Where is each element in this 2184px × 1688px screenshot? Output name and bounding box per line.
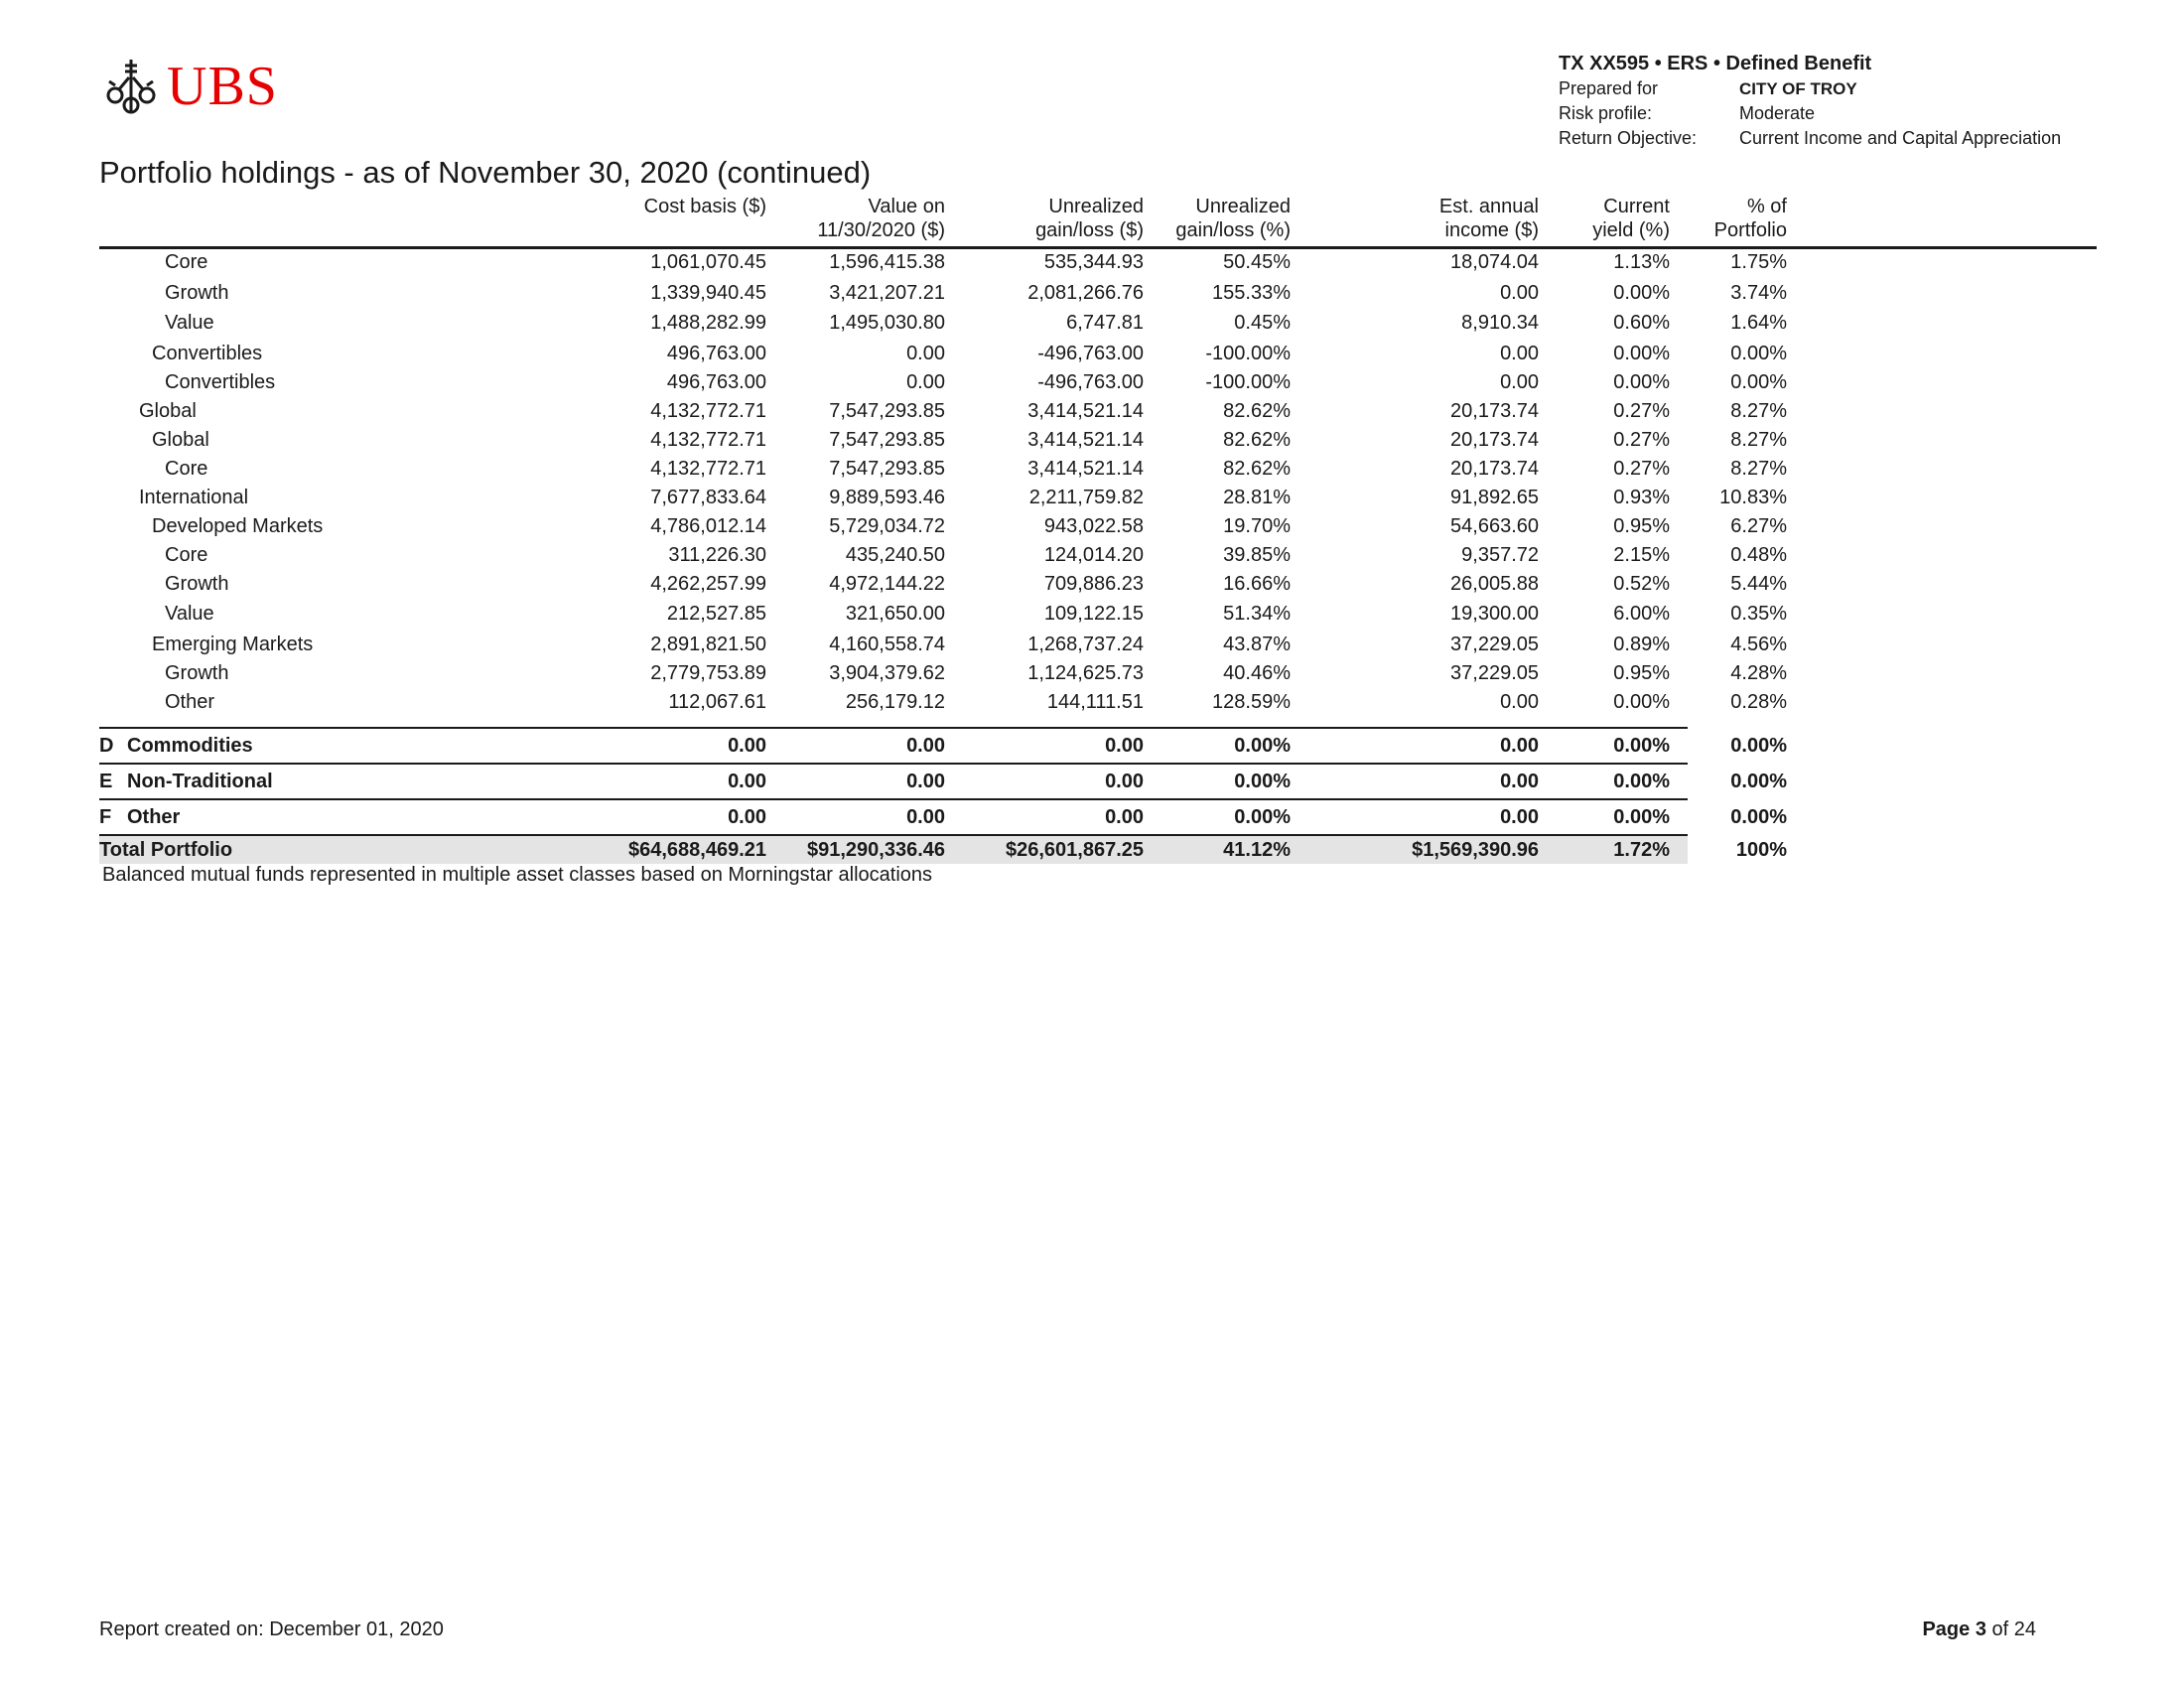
table-cell: 43.87% [1223,633,1291,655]
row-label: Global [139,400,197,422]
column-header: % of Portfolio [1713,196,1787,241]
table-cell: 0.00 [906,343,945,364]
table-cell: 3,414,521.14 [1027,458,1144,480]
table-cell: 256,179.12 [845,691,945,713]
table-cell: 51.34% [1223,603,1291,625]
table-cell: 1.13% [1613,251,1670,273]
row-label: Growth [165,573,229,595]
table-cell: $64,688,469.21 [627,839,766,861]
page-title: Portfolio holdings - as of November 30, 2020 (continued) [99,155,872,190]
table-cell: 8.27% [1730,429,1787,451]
table-cell: 0.27% [1613,429,1670,451]
table-cell: 39.85% [1223,544,1291,566]
row-label: Convertibles [152,343,263,364]
table-cell: 1.64% [1730,312,1787,334]
table-cell: 8,910.34 [1461,312,1539,334]
table-cell: 0.27% [1613,458,1670,480]
table-cell: 112,067.61 [668,691,766,713]
table-cell: 2,891,821.50 [650,633,766,655]
table-cell: 18,074.04 [1450,251,1539,273]
table-cell: 3,414,521.14 [1027,429,1144,451]
row-label: Core [165,544,208,566]
table-cell: 7,547,293.85 [829,429,945,451]
table-cell: 37,229.05 [1450,662,1539,684]
table-cell: 2,081,266.76 [1027,282,1144,304]
table-cell: -496,763.00 [1037,371,1144,393]
table-cell: 19.70% [1223,515,1291,537]
table-cell: 0.00 [1500,371,1539,393]
table-cell: 212,527.85 [666,603,766,625]
table-cell: -496,763.00 [1037,343,1144,364]
report-meta [1559,52,2061,151]
section-row [99,727,1787,765]
table-cell: 20,173.74 [1450,400,1539,422]
column-header: Unrealized gain/loss ($) [1035,196,1144,241]
table-cell: 10.83% [1719,487,1787,508]
table-cell: 943,022.58 [1043,515,1144,537]
table-cell: 6.00% [1613,603,1670,625]
table-cell: 0.00% [1234,806,1291,828]
table-row [99,397,1787,426]
table-cell: 6,747.81 [1066,312,1144,334]
table-row [99,426,1787,455]
table-cell: 0.00% [1613,771,1670,792]
table-cell: $91,290,336.46 [806,839,945,861]
section-name: Commodities [127,735,253,757]
table-cell: 7,677,833.64 [650,487,766,508]
table-cell: 7,547,293.85 [829,458,945,480]
table-cell: 1,488,282.99 [650,312,766,334]
table-cell: 0.00% [1613,735,1670,757]
column-header: Value on 11/30/2020 ($) [817,196,945,241]
table-cell: 28.81% [1223,487,1291,508]
table-cell: 82.62% [1223,400,1291,422]
table-cell: 0.48% [1730,544,1787,566]
section-row [99,798,1787,836]
table-cell: 3.74% [1730,282,1787,304]
table-row [99,600,1787,629]
table-cell: 0.00% [1234,735,1291,757]
row-label: Emerging Markets [152,633,314,655]
table-cell: 0.28% [1730,691,1787,713]
table-cell: 26,005.88 [1450,573,1539,595]
table-cell: 109,122.15 [1043,603,1144,625]
table-cell: 311,226.30 [668,544,766,566]
table-cell: 20,173.74 [1450,458,1539,480]
section-letter: F [99,806,112,828]
table-cell: 100% [1735,839,1787,861]
brand-name: UBS [167,56,278,117]
table-cell: 144,111.51 [1046,691,1144,713]
row-label: Convertibles [165,371,276,393]
table-cell: 4,786,012.14 [650,515,766,537]
table-cell: 0.00 [728,806,766,828]
page-indicator [1922,1618,2036,1641]
column-header: Unrealized gain/loss (%) [1175,196,1291,241]
table-row [99,659,1787,688]
table-row [99,631,1787,659]
table-cell: 0.00 [1500,771,1539,792]
page-number: 3 [1975,1618,1986,1640]
table-cell: 0.00% [1234,771,1291,792]
table-cell: 0.89% [1613,633,1670,655]
table-row [99,455,1787,484]
column-header: Est. annual income ($) [1438,196,1539,241]
table-cell: 20,173.74 [1450,429,1539,451]
table-cell: 0.00 [1500,691,1539,713]
table-cell: 0.00% [1730,343,1787,364]
prepared-for-value: CITY OF TROY [1739,79,1857,98]
table-cell: 0.00% [1613,691,1670,713]
return-objective-label: Return Objective: [1559,128,1698,148]
row-label: Growth [165,662,229,684]
table-cell: 124,014.20 [1043,544,1144,566]
table-row [99,688,1787,717]
table-cell: 7,547,293.85 [829,400,945,422]
table-row [99,248,1787,277]
table-cell: -100.00% [1205,343,1291,364]
table-cell: 0.00 [906,735,945,757]
table-cell: 82.62% [1223,458,1291,480]
table-cell: 0.35% [1730,603,1787,625]
table-cell: 8.27% [1730,458,1787,480]
row-label: Core [165,251,208,273]
table-cell: 5,729,034.72 [829,515,945,537]
table-cell: 1,124,625.73 [1027,662,1144,684]
table-cell: 0.00 [906,371,945,393]
table-cell: 0.00 [906,771,945,792]
table-cell: 321,650.00 [845,603,945,625]
row-label: Developed Markets [152,515,324,537]
table-cell: 19,300.00 [1450,603,1539,625]
table-cell: 0.60% [1613,312,1670,334]
table-cell: 2,779,753.89 [650,662,766,684]
table-cell: 0.00 [728,771,766,792]
table-row [99,279,1787,308]
table-cell: 41.12% [1223,839,1291,861]
table-cell: 37,229.05 [1450,633,1539,655]
return-objective-row [1559,126,2061,151]
table-cell: 4.28% [1730,662,1787,684]
table-cell: 0.00% [1613,806,1670,828]
table-cell: 435,240.50 [845,544,945,566]
table-cell: 0.27% [1613,400,1670,422]
table-cell: 0.00 [1500,343,1539,364]
table-cell: 0.00 [1500,735,1539,757]
table-cell: 3,421,207.21 [829,282,945,304]
report-created: Report created on: December 01, 2020 [99,1618,444,1640]
table-cell: 0.52% [1613,573,1670,595]
table-row [99,541,1787,570]
table-cell: -100.00% [1205,371,1291,393]
table-cell: 0.95% [1613,662,1670,684]
table-cell: 709,886.23 [1043,573,1144,595]
table-cell: 54,663.60 [1450,515,1539,537]
section-label [99,800,180,834]
table-cell: 0.00% [1613,371,1670,393]
section-letter: E [99,771,113,792]
table-cell: 0.00% [1613,343,1670,364]
section-name: Non-Traditional [127,771,273,792]
table-cell: 3,414,521.14 [1027,400,1144,422]
table-row [99,340,1787,368]
table-cell: 128.59% [1212,691,1291,713]
column-header: Cost basis ($) [643,196,766,217]
table-cell: 4,132,772.71 [650,429,766,451]
table-row [99,484,1787,512]
table-cell: $26,601,867.25 [1005,839,1144,861]
row-label: Other [165,691,215,713]
table-cell: 1,268,737.24 [1027,633,1144,655]
table-cell: 4.56% [1730,633,1787,655]
table-cell: 4,132,772.71 [650,458,766,480]
table-cell: 0.00 [728,735,766,757]
prepared-for-label: Prepared for [1559,78,1659,98]
table-row [99,368,1787,397]
table-cell: 0.00% [1730,806,1787,828]
column-header: Current yield (%) [1592,196,1670,241]
section-letter: D [99,735,114,757]
table-cell: 4,160,558.74 [829,633,945,655]
table-cell: 6.27% [1730,515,1787,537]
table-cell: 0.00% [1730,771,1787,792]
table-header [99,195,2097,249]
table-cell: 0.00 [906,806,945,828]
table-cell: 0.00 [1105,735,1144,757]
table-cell: 155.33% [1212,282,1291,304]
table-cell: 16.66% [1223,573,1291,595]
row-label: Value [165,312,214,334]
section-label [99,729,253,763]
section-label [99,765,273,798]
table-cell: 0.45% [1234,312,1291,334]
table-cell: 9,889,593.46 [829,487,945,508]
risk-profile-value: Moderate [1739,103,1816,123]
table-cell: 535,344.93 [1043,251,1144,273]
table-cell: 40.46% [1223,662,1291,684]
table-cell: 4,132,772.71 [650,400,766,422]
keys-icon [103,56,159,117]
table-cell: 0.00 [1500,806,1539,828]
table-cell: 0.00 [1105,806,1144,828]
table-cell: 4,262,257.99 [650,573,766,595]
table-cell: 0.93% [1613,487,1670,508]
table-cell: 82.62% [1223,429,1291,451]
table-row [99,309,1787,338]
table-cell: 3,904,379.62 [829,662,945,684]
holdings-table [99,195,1787,861]
table-row [99,570,1787,599]
table-cell: 5.44% [1730,573,1787,595]
row-label: International [139,487,249,508]
row-label: Global [152,429,209,451]
total-label: Total Portfolio [99,839,233,861]
footnote: Balanced mutual funds represented in multiple asset classes based on Morningstar allocations [102,864,933,886]
table-cell: 496,763.00 [666,371,766,393]
table-cell: 0.00% [1730,735,1787,757]
table-cell: $1,569,390.96 [1412,839,1539,861]
row-label: Growth [165,282,229,304]
table-cell: 1,061,070.45 [650,251,766,273]
table-cell: 0.00% [1613,282,1670,304]
table-cell: 1.75% [1730,251,1787,273]
risk-profile-row [1559,101,2061,126]
page-total: of 24 [1991,1618,2036,1640]
section-name: Other [127,806,181,828]
table-cell: 2,211,759.82 [1028,487,1144,508]
ubs-logo [103,52,278,121]
table-cell: 91,892.65 [1450,487,1539,508]
table-cell: 1.72% [1613,839,1670,861]
table-cell: 0.95% [1613,515,1670,537]
table-cell: 1,339,940.45 [650,282,766,304]
section-row [99,763,1787,800]
page-word: Page [1922,1618,1971,1640]
table-cell: 9,357.72 [1461,544,1539,566]
risk-profile-label: Risk profile: [1559,103,1653,123]
return-objective-value: Current Income and Capital Appreciation [1739,128,2062,148]
table-cell: 0.00 [1500,282,1539,304]
table-cell: 8.27% [1730,400,1787,422]
table-cell: 0.00% [1730,371,1787,393]
row-label: Value [165,603,214,625]
table-cell: 2.15% [1613,544,1670,566]
table-cell: 4,972,144.22 [829,573,945,595]
table-row [99,512,1787,541]
table-cell: 50.45% [1223,251,1291,273]
total-row [99,834,1787,864]
table-cell: 496,763.00 [666,343,766,364]
prepared-for-row [1559,76,2061,101]
account-title: TX XX595 • ERS • Defined Benefit [1559,53,1872,74]
row-label: Core [165,458,208,480]
table-cell: 1,596,415.38 [829,251,945,273]
table-cell: 0.00 [1105,771,1144,792]
table-cell: 1,495,030.80 [829,312,945,334]
